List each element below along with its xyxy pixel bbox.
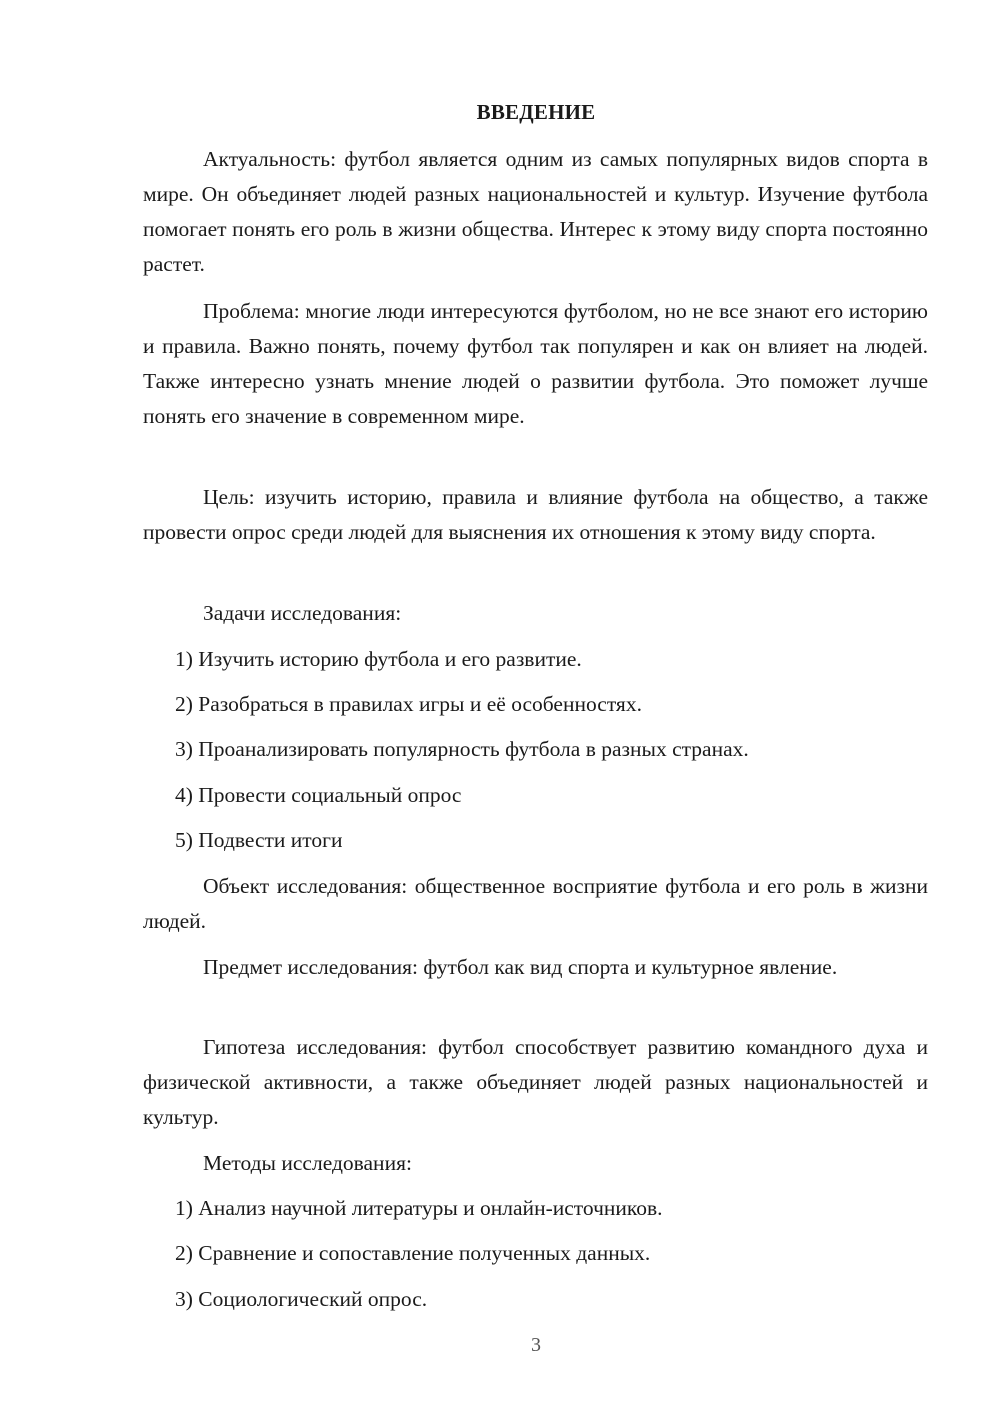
- tasks-heading-block: [143, 596, 928, 631]
- tasks-item-3-block: [143, 732, 928, 767]
- method-item-1: 1) Анализ научной литературы и онлайн-источников.: [175, 1196, 663, 1220]
- object-block: [143, 869, 928, 939]
- task-item-1: 1) Изучить историю футбола и его развитие.: [175, 647, 582, 671]
- hypothesis-paragraph: Гипотеза исследования: футбол способствует развитию командного духа и физической активности, а также объединяет людей разных национальностей и культур.: [143, 1035, 928, 1129]
- task-item-3: 3) Проанализировать популярность футбола в разных странах.: [175, 737, 749, 761]
- page-number: 3: [531, 1334, 541, 1356]
- methods-item-2-block: [143, 1236, 928, 1271]
- methods-heading-block: [143, 1146, 928, 1181]
- task-item-5: 5) Подвести итоги: [175, 828, 343, 852]
- relevance-block: [143, 142, 928, 282]
- object-paragraph: Объект исследования: общественное восприятие футбола и его роль в жизни людей.: [143, 874, 928, 933]
- tasks-item-4-block: [143, 778, 928, 813]
- methods-item-3-block: [143, 1282, 928, 1317]
- tasks-heading: Задачи исследования:: [203, 601, 402, 625]
- page-title: ВВЕДЕНИЕ: [476, 100, 596, 124]
- method-item-3: 3) Социологический опрос.: [175, 1287, 428, 1311]
- subject-paragraph: Предмет исследования: футбол как вид спорта и культурное явление.: [203, 955, 838, 979]
- subject-block: [143, 950, 928, 985]
- task-item-2: 2) Разобраться в правилах игры и её особенностях.: [175, 692, 642, 716]
- goal-block: [143, 480, 928, 550]
- hypothesis-block: [143, 1030, 928, 1135]
- problem-block: [143, 294, 928, 434]
- methods-item-1-block: [143, 1191, 928, 1226]
- method-item-2: 2) Сравнение и сопоставление полученных данных.: [175, 1241, 651, 1265]
- tasks-item-5-block: [143, 823, 928, 858]
- problem-paragraph: Проблема: многие люди интересуются футболом, но не все знают его историю и правила. Важно понять, почему футбол так популярен и как он влияет на людей. Также интересно узнать мнение людей о развитии футбола. Это поможет лучше понять его значение в современном мире.: [143, 299, 928, 428]
- task-item-4: 4) Провести социальный опрос: [175, 783, 462, 807]
- tasks-item-2-block: [143, 687, 928, 722]
- relevance-paragraph: Актуальность: футбол является одним из самых популярных видов спорта в мире. Он объединяет людей разных национальностей и культур. Изучение футбола помогает понять его роль в жизни общества. Интерес к этому виду спорта постоянно растет.: [143, 147, 928, 276]
- tasks-item-1-block: [143, 642, 928, 677]
- goal-paragraph: Цель: изучить историю, правила и влияние футбола на общество, а также провести опрос среди людей для выяснения их отношения к этому виду спорта.: [143, 485, 928, 544]
- methods-heading: Методы исследования:: [203, 1151, 412, 1175]
